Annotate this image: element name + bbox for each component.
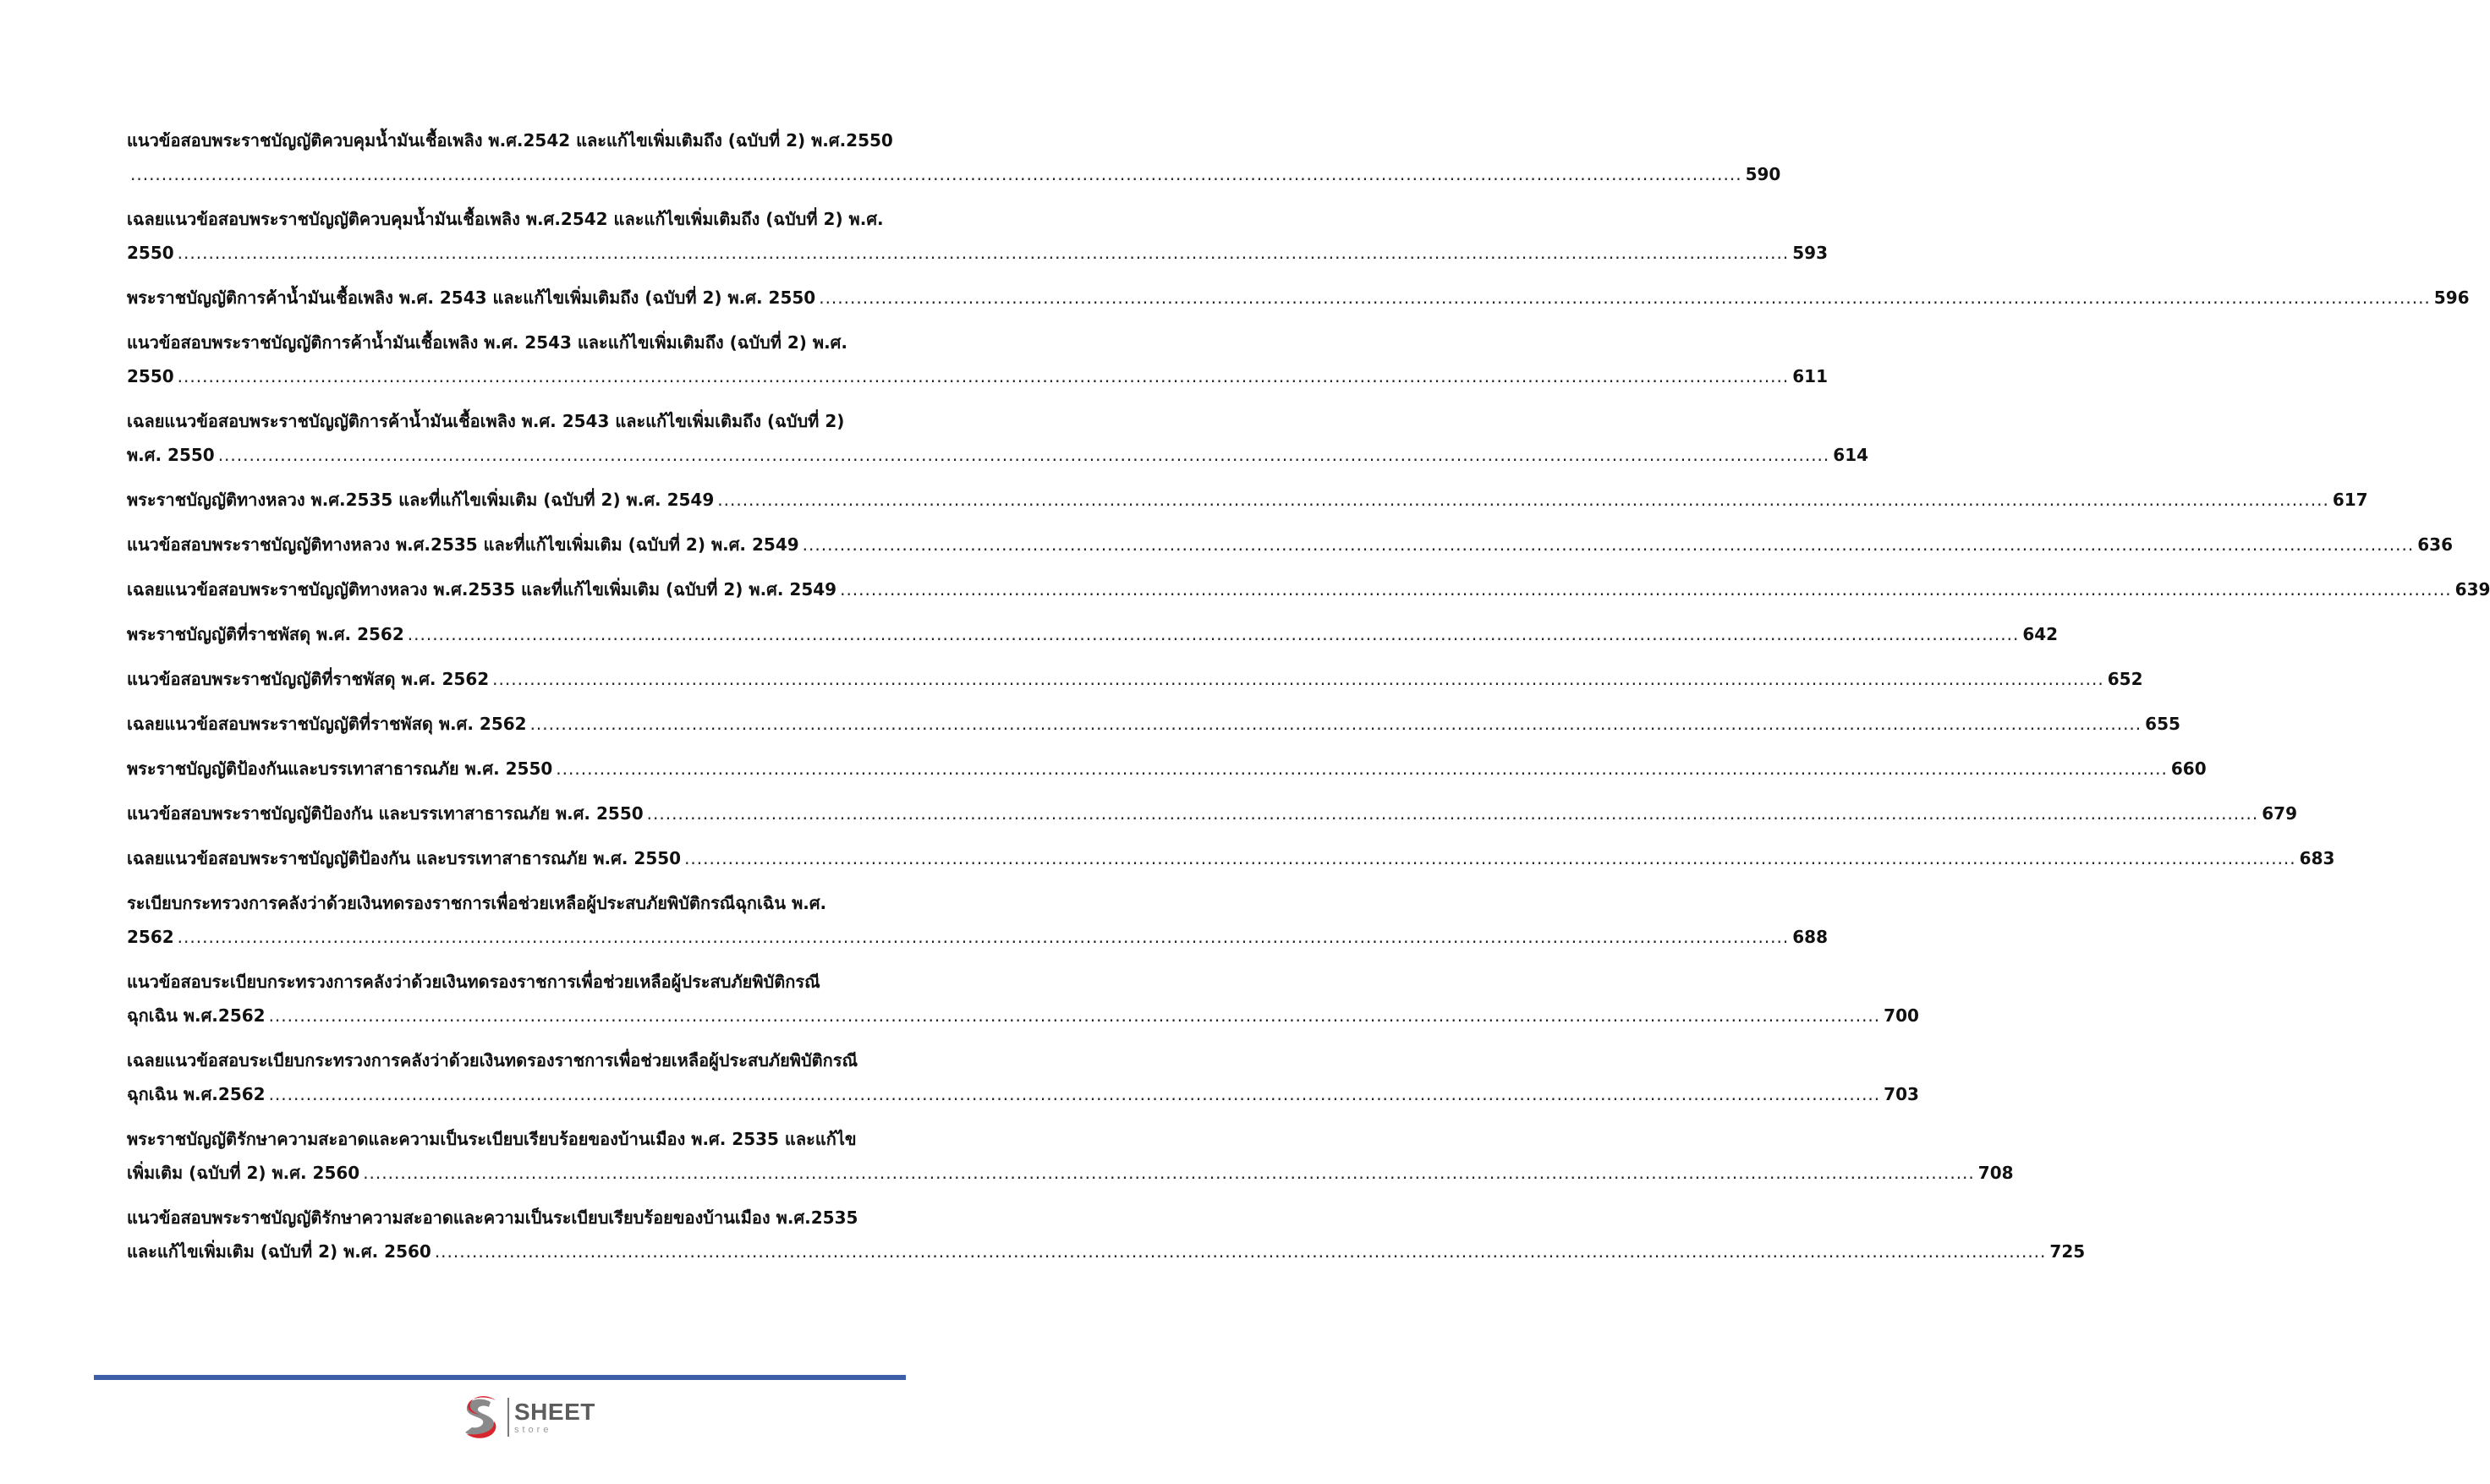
toc-entry-leader-line (127, 662, 2143, 696)
toc-entry-title-line2: พระราชบัญญัติการค้าน้ำมันเชื้อเพลิง พ.ศ. 2543 และแก้ไขเพิ่มเติมถึง (ฉบับที่ 2) พ.ศ. 2550 (127, 287, 816, 308)
toc-entry-page-number: 636 (2417, 534, 2453, 555)
toc-entry[interactable] (127, 841, 2335, 875)
toc-entry[interactable] (127, 965, 1919, 1032)
toc-entry[interactable] (127, 797, 2297, 830)
dot-leader (178, 236, 1790, 270)
toc-entry-title-line2: พระราชบัญญัติทางหลวง พ.ศ.2535 และที่แก้ไขเพิ่มเติม (ฉบับที่ 2) พ.ศ. 2549 (127, 490, 715, 510)
dot-leader (647, 797, 2259, 830)
toc-entry-title-line1: เฉลยแนวข้อสอบพระราชบัญญัติการค้าน้ำมันเชื้อเพลิง พ.ศ. 2543 และแก้ไขเพิ่มเติมถึง (ฉบับที่ 2) (127, 411, 845, 431)
toc-entry-title-line2: 2562 (127, 927, 174, 947)
toc-entry[interactable] (127, 707, 2180, 741)
dot-leader (130, 157, 1742, 191)
toc-entry-leader-line (127, 281, 2470, 315)
toc-entry-title-line2: ฉุกเฉิน พ.ศ.2562 (127, 1005, 266, 1026)
toc-entry[interactable] (127, 1122, 2014, 1190)
dot-leader (840, 572, 2452, 606)
toc-entry[interactable] (127, 404, 1869, 472)
dot-leader (408, 617, 2020, 651)
logo-brand-sub: store (514, 1424, 552, 1435)
toc-entry-page-number: 614 (1833, 445, 1869, 465)
logo-brand: SHEET (514, 1398, 595, 1425)
sheet-store-logo (457, 1392, 595, 1443)
toc-entry[interactable] (127, 1201, 2086, 1268)
toc-entry[interactable] (127, 123, 1781, 191)
toc-entry-leader-line (127, 752, 2207, 786)
toc-entry-title-line2: เฉลยแนวข้อสอบพระราชบัญญัติทางหลวง พ.ศ.2535 และที่แก้ไขเพิ่มเติม (ฉบับที่ 2) พ.ศ. 2549 (127, 579, 837, 600)
toc-entry-page-number: 590 (1745, 164, 1781, 184)
toc-entry-title-line2: 2550 (127, 366, 174, 386)
sheet-store-s-icon (457, 1394, 504, 1441)
toc-entry-title-line2: แนวข้อสอบพระราชบัญญัติป้องกัน และบรรเทาสาธารณภัย พ.ศ. 2550 (127, 803, 644, 824)
toc-entry-leader-line (127, 236, 1828, 270)
toc-entry-title-line2: พ.ศ. 2550 (127, 445, 215, 465)
toc-entry-title-line1: แนวข้อสอบพระราชบัญญัติรักษาความสะอาดและความเป็นระเบียบเรียบร้อยของบ้านเมือง พ.ศ.2535 (127, 1207, 858, 1228)
toc-entry-title-line1: พระราชบัญญัติรักษาความสะอาดและความเป็นระเบียบเรียบร้อยของบ้านเมือง พ.ศ. 2535 และแก้ไข (127, 1129, 857, 1149)
dot-leader (530, 707, 2142, 741)
toc-entry-page-number: 688 (1792, 927, 1828, 947)
toc-entry-leader-line (127, 359, 1828, 393)
toc-entry-page-number: 655 (2145, 714, 2180, 734)
toc-entry[interactable] (127, 483, 2368, 517)
toc-entry-title-line2: แนวข้อสอบพระราชบัญญัติที่ราชพัสดุ พ.ศ. 2562 (127, 669, 490, 689)
dot-leader (269, 1077, 1881, 1111)
toc-entry-title-line2: เฉลยแนวข้อสอบพระราชบัญญัติป้องกัน และบรรเทาสาธารณภัย พ.ศ. 2550 (127, 848, 682, 868)
toc-entry[interactable] (127, 752, 2207, 786)
toc-entry-leader-line (127, 797, 2297, 830)
dot-leader (435, 1235, 2047, 1268)
toc-entry-leader-line (127, 920, 1828, 954)
logo-text (514, 1400, 595, 1435)
logo-divider (507, 1398, 509, 1437)
dot-leader (492, 662, 2104, 696)
toc-entry-leader-line (127, 1235, 2086, 1268)
toc-entry-title-line1: แนวข้อสอบระเบียบกระทรวงการคลังว่าด้วยเงินทดรองราชการเพื่อช่วยเหลือผู้ประสบภัยพิบัติกรณี (127, 972, 820, 992)
toc-entry[interactable] (127, 326, 1828, 393)
toc-entry-title-line1: เฉลยแนวข้อสอบพระราชบัญญัติควบคุมน้ำมันเชื้อเพลิง พ.ศ.2542 และแก้ไขเพิ่มเติมถึง (ฉบับที่ 2) พ.ศ. (127, 209, 884, 229)
toc-entry-title-line2: 2550 (127, 243, 174, 263)
toc-entry-page-number: 700 (1884, 1005, 1919, 1026)
toc-entry-page-number: 703 (1884, 1084, 1919, 1104)
toc-entry-leader-line (127, 617, 2059, 651)
toc-entry-leader-line (127, 841, 2335, 875)
toc-entry-page-number: 596 (2433, 287, 2470, 308)
toc-entry-leader-line (127, 1156, 2014, 1190)
toc-entry-leader-line (127, 999, 1919, 1032)
toc-entry-page-number: 679 (2262, 803, 2297, 824)
dot-leader (556, 752, 2168, 786)
dot-leader (178, 920, 1790, 954)
toc-entry-page-number: 725 (2049, 1241, 2086, 1262)
toc-entry-page-number: 652 (2107, 669, 2143, 689)
toc-entry-leader-line (127, 707, 2180, 741)
toc-entry[interactable] (127, 662, 2143, 696)
table-of-contents (127, 123, 2490, 1279)
dot-leader (269, 999, 1881, 1032)
toc-entry[interactable] (127, 1043, 1919, 1111)
toc-entry-leader-line (127, 483, 2368, 517)
toc-entry-title-line1: เฉลยแนวข้อสอบระเบียบกระทรวงการคลังว่าด้วยเงินทดรองราชการเพื่อช่วยเหลือผู้ประสบภัยพิบัติกรณี (127, 1050, 858, 1071)
toc-entry-title-line2: ฉุกเฉิน พ.ศ.2562 (127, 1084, 266, 1104)
toc-entry-page-number: 593 (1792, 243, 1828, 263)
dot-leader (717, 483, 2329, 517)
toc-entry-leader-line (127, 528, 2453, 561)
dot-leader (803, 528, 2415, 561)
toc-entry-title-line2: เพิ่มเติม (ฉบับที่ 2) พ.ศ. 2560 (127, 1163, 360, 1183)
dot-leader (819, 281, 2431, 315)
toc-entry-title-line2: แนวข้อสอบพระราชบัญญัติทางหลวง พ.ศ.2535 และที่แก้ไขเพิ่มเติม (ฉบับที่ 2) พ.ศ. 2549 (127, 534, 799, 555)
toc-entry[interactable] (127, 281, 2470, 315)
toc-entry-title-line2: เฉลยแนวข้อสอบพระราชบัญญัติที่ราชพัสดุ พ.ศ. 2562 (127, 714, 527, 734)
toc-entry[interactable] (127, 528, 2453, 561)
toc-entry-title-line2: พระราชบัญญัติที่ราชพัสดุ พ.ศ. 2562 (127, 624, 404, 644)
toc-entry-leader-line (127, 157, 1781, 191)
toc-entry[interactable] (127, 617, 2059, 651)
dot-leader (218, 438, 1830, 472)
footer-divider (94, 1375, 906, 1380)
toc-entry[interactable] (127, 572, 2490, 606)
toc-entry-page-number: 683 (2299, 848, 2335, 868)
dot-leader (178, 359, 1790, 393)
toc-entry[interactable] (127, 886, 1828, 954)
toc-entry-page-number: 660 (2170, 758, 2207, 779)
toc-entry-page-number: 708 (1977, 1163, 2014, 1183)
toc-entry-leader-line (127, 572, 2490, 606)
toc-entry-title-line1: ระเบียบกระทรวงการคลังว่าด้วยเงินทดรองราชการเพื่อช่วยเหลือผู้ประสบภัยพิบัติกรณีฉุกเฉิน พ.ศ. (127, 893, 827, 913)
toc-entry-leader-line (127, 1077, 1919, 1111)
toc-entry-title-line2: พระราชบัญญัติป้องกันและบรรเทาสาธารณภัย พ.ศ. 2550 (127, 758, 553, 779)
toc-entry[interactable] (127, 202, 1828, 270)
toc-entry-page-number: 617 (2332, 490, 2368, 510)
toc-entry-page-number: 611 (1792, 366, 1828, 386)
toc-entry-page-number: 639 (2454, 579, 2490, 600)
toc-entry-title-line1: แนวข้อสอบพระราชบัญญัติควบคุมน้ำมันเชื้อเพลิง พ.ศ.2542 และแก้ไขเพิ่มเติมถึง (ฉบับที่ 2) พ.ศ.2550 (127, 130, 893, 151)
toc-entry-page-number: 642 (2022, 624, 2059, 644)
dot-leader (363, 1156, 1975, 1190)
toc-entry-leader-line (127, 438, 1869, 472)
toc-entry-title-line2: และแก้ไขเพิ่มเติม (ฉบับที่ 2) พ.ศ. 2560 (127, 1241, 431, 1262)
dot-leader (684, 841, 2296, 875)
toc-entry-title-line1: แนวข้อสอบพระราชบัญญัติการค้าน้ำมันเชื้อเพลิง พ.ศ. 2543 และแก้ไขเพิ่มเติมถึง (ฉบับที่ 2) พ.ศ. (127, 332, 847, 353)
